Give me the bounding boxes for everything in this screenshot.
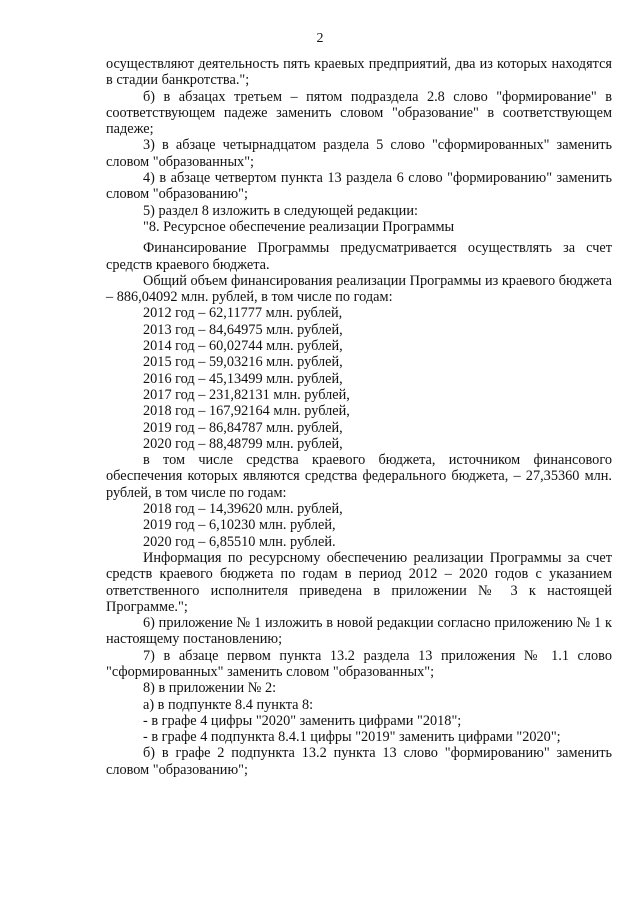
paragraph: а) в подпункте 8.4 пункта 8:: [143, 696, 314, 713]
year-line: 2019 год – 86,84787 млн. рублей,: [143, 419, 343, 436]
paragraph: б) в абзацах третьем – пятом подраздела 2.8 слово "формирование" в соответствующем падеже заменить словом "образование" в соответствующем падеже;: [106, 88, 612, 138]
section-heading: "8. Ресурсное обеспечение реализации Программы: [143, 218, 455, 235]
year-line: 2015 год – 59,03216 млн. рублей,: [143, 354, 343, 371]
years-federal-list: [106, 501, 612, 550]
year-line: 2013 год – 84,64975 млн. рублей,: [143, 321, 343, 338]
paragraph: б) в графе 2 подпункта 13.2 пункта 13 слово "формированию" заменить словом "образованию";: [106, 745, 612, 778]
year-line: 2014 год – 60,02744 млн. рублей,: [143, 338, 343, 355]
paragraph: Общий объем финансирования реализации Программы из краевого бюджета – 886,04092 млн. рублей, в том числе по годам:: [106, 272, 612, 306]
paragraph: - в графе 4 цифры "2020" заменить цифрами "2018";: [143, 712, 462, 729]
year-line: 2012 год – 62,11777 млн. рублей,: [143, 305, 343, 322]
year-line: 2016 год – 45,13499 млн. рублей,: [143, 370, 343, 387]
paragraph: осуществляют деятельность пять краевых предприятий, два из которых находятся в стадии банкротства.";: [106, 56, 612, 89]
document-body: [106, 56, 612, 778]
year-line: 2019 год – 6,10230 млн. рублей,: [143, 517, 336, 534]
year-line: 2018 год – 14,39620 млн. рублей,: [143, 501, 343, 518]
paragraph: - в графе 4 подпункта 8.4.1 цифры "2019" заменить цифрами "2020";: [143, 729, 561, 746]
year-line: 2017 год – 231,82131 млн. рублей,: [143, 386, 350, 403]
paragraph: 8) в приложении № 2:: [143, 680, 277, 697]
paragraph: Финансирование Программы предусматривается осуществлять за счет средств краевого бюджета.: [106, 240, 612, 273]
paragraph: 6) приложение № 1 изложить в новой редакции согласно приложению № 1 к настоящему постановлению;: [106, 615, 612, 648]
paragraph: 3) в абзаце четырнадцатом раздела 5 слово "сформированных" заменить словом "образованных";: [106, 137, 612, 170]
year-line: 2020 год – 6,85510 млн. рублей.: [143, 533, 336, 550]
paragraph: 4) в абзаце четвертом пункта 13 раздела 6 слово "формированию" заменить словом "образованию";: [106, 170, 612, 203]
paragraph: Информация по ресурсному обеспечению реализации Программы за счет средств краевого бюджета по годам в период 2012 – 2020 годов с указанием ответственного исполнителя приведена в приложении № 3 к настоящей Программе.";: [106, 549, 612, 615]
year-line: 2018 год – 167,92164 млн. рублей,: [143, 403, 350, 420]
paragraph: 5) раздел 8 изложить в следующей редакции:: [143, 202, 418, 219]
paragraph: 7) в абзаце первом пункта 13.2 раздела 13 приложения № 1.1 слово "сформированных" заменить словом "образованных";: [106, 647, 612, 680]
years-total-list: [106, 305, 612, 452]
paragraph: в том числе средства краевого бюджета, источником финансового обеспечения которых являются средства федерального бюджета, – 27,35360 млн. рублей, в том числе по годам:: [106, 452, 612, 501]
year-line: 2020 год – 88,48799 млн. рублей,: [143, 435, 343, 452]
page-number: 2: [316, 31, 324, 46]
